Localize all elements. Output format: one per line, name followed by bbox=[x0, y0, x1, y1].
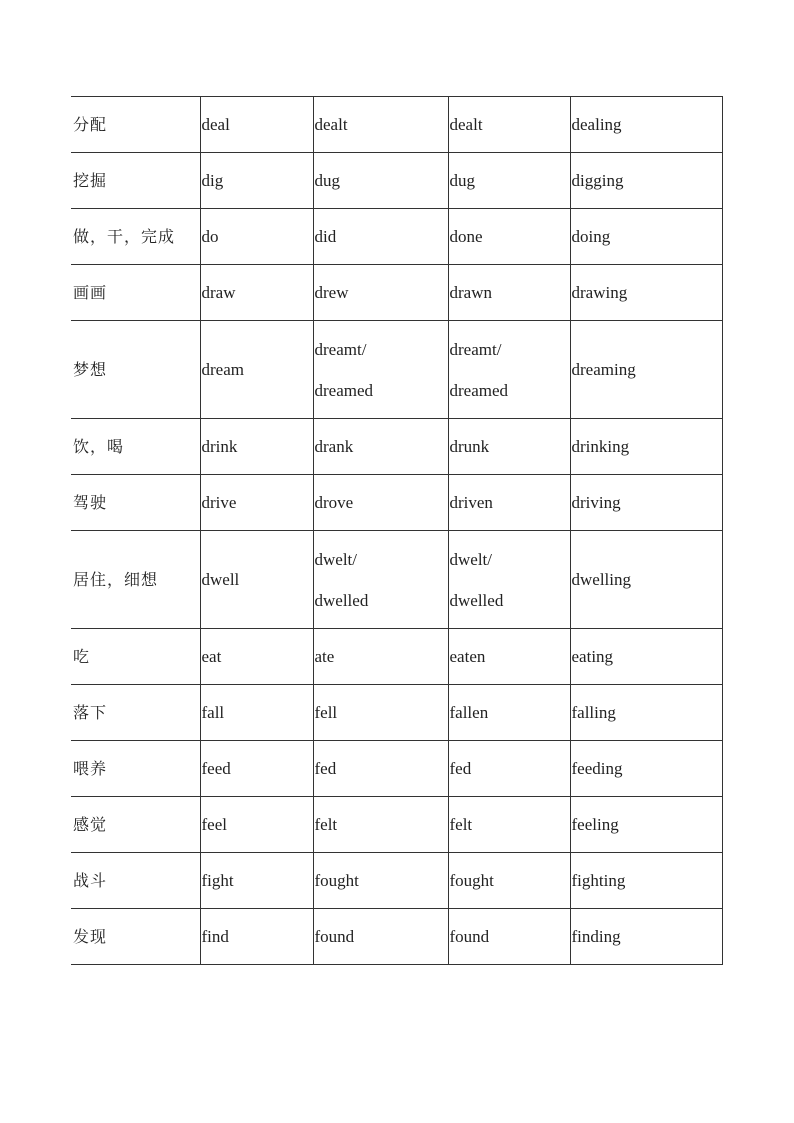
meaning-cell: 战斗 bbox=[71, 853, 200, 909]
past-tense-cell: felt bbox=[313, 797, 448, 853]
meaning-cell: 吃 bbox=[71, 629, 200, 685]
past-tense-cell: fed bbox=[313, 741, 448, 797]
base-form-cell: do bbox=[200, 209, 313, 265]
meaning-cell: 做，干，完成 bbox=[71, 209, 200, 265]
meaning-cell: 分配 bbox=[71, 97, 200, 153]
past-participle-cell: eaten bbox=[448, 629, 570, 685]
past-tense-cell: found bbox=[313, 909, 448, 965]
base-form-cell: draw bbox=[200, 265, 313, 321]
base-form-cell: dream bbox=[200, 321, 313, 419]
past-participle-cell: drawn bbox=[448, 265, 570, 321]
present-participle-cell: finding bbox=[570, 909, 722, 965]
meaning-cell: 驾驶 bbox=[71, 475, 200, 531]
past-participle-cell: dug bbox=[448, 153, 570, 209]
past-tense-cell: drove bbox=[313, 475, 448, 531]
past-participle-cell: done bbox=[448, 209, 570, 265]
past-participle-cell: fed bbox=[448, 741, 570, 797]
past-tense-cell: ate bbox=[313, 629, 448, 685]
past-tense-line-1: dwelt/ bbox=[314, 549, 357, 569]
base-form-cell: fight bbox=[200, 853, 313, 909]
table-row bbox=[71, 797, 722, 853]
present-participle-cell: falling bbox=[570, 685, 722, 741]
past-tense-cell: drank bbox=[313, 419, 448, 475]
past-participle-cell: fought bbox=[448, 853, 570, 909]
present-participle-cell: driving bbox=[570, 475, 722, 531]
present-participle-cell: eating bbox=[570, 629, 722, 685]
table-row bbox=[71, 153, 722, 209]
past-tense-line-1: dreamt/ bbox=[314, 339, 367, 359]
present-participle-cell: drinking bbox=[570, 419, 722, 475]
present-participle-cell: dreaming bbox=[570, 321, 722, 419]
table-row bbox=[71, 475, 722, 531]
past-participle-cell: drunk bbox=[448, 419, 570, 475]
base-form-cell: fall bbox=[200, 685, 313, 741]
past-tense-cell: dug bbox=[313, 153, 448, 209]
meaning-cell: 居住，细想 bbox=[71, 531, 200, 629]
meaning-cell: 感觉 bbox=[71, 797, 200, 853]
present-participle-cell: feeding bbox=[570, 741, 722, 797]
present-participle-cell: dwelling bbox=[570, 531, 722, 629]
past-tense-cell: fought bbox=[313, 853, 448, 909]
base-form-cell: eat bbox=[200, 629, 313, 685]
present-participle-cell: feeling bbox=[570, 797, 722, 853]
past-participle-line-1: dwelt/ bbox=[449, 549, 492, 569]
past-participle-cell: felt bbox=[448, 797, 570, 853]
base-form-cell: dig bbox=[200, 153, 313, 209]
past-tense-line-2: dreamed bbox=[314, 380, 374, 400]
table-row bbox=[71, 853, 722, 909]
table-row bbox=[71, 321, 722, 419]
past-participle-cell: driven bbox=[448, 475, 570, 531]
meaning-cell: 挖掘 bbox=[71, 153, 200, 209]
past-tense-cell: drew bbox=[313, 265, 448, 321]
base-form-cell: drink bbox=[200, 419, 313, 475]
table-row bbox=[71, 97, 722, 153]
past-participle-cell bbox=[448, 321, 570, 419]
table-row bbox=[71, 265, 722, 321]
base-form-cell: feel bbox=[200, 797, 313, 853]
meaning-cell: 喂养 bbox=[71, 741, 200, 797]
meaning-cell: 画画 bbox=[71, 265, 200, 321]
past-participle-cell: dealt bbox=[448, 97, 570, 153]
meaning-cell: 发现 bbox=[71, 909, 200, 965]
past-tense-cell: did bbox=[313, 209, 448, 265]
past-participle-cell: found bbox=[448, 909, 570, 965]
irregular-verb-table bbox=[71, 96, 723, 965]
table-row bbox=[71, 419, 722, 475]
base-form-cell: find bbox=[200, 909, 313, 965]
past-tense-cell bbox=[313, 321, 448, 419]
present-participle-cell: dealing bbox=[570, 97, 722, 153]
base-form-cell: feed bbox=[200, 741, 313, 797]
meaning-cell: 饮，喝 bbox=[71, 419, 200, 475]
table-row bbox=[71, 629, 722, 685]
present-participle-cell: digging bbox=[570, 153, 722, 209]
base-form-cell: deal bbox=[200, 97, 313, 153]
present-participle-cell: drawing bbox=[570, 265, 722, 321]
meaning-cell: 落下 bbox=[71, 685, 200, 741]
table-row bbox=[71, 741, 722, 797]
past-tense-line-2: dwelled bbox=[314, 590, 369, 610]
table-row bbox=[71, 909, 722, 965]
past-tense-cell: dealt bbox=[313, 97, 448, 153]
verb-table-body bbox=[71, 97, 722, 965]
table-row bbox=[71, 531, 722, 629]
past-participle-line-2: dreamed bbox=[449, 380, 509, 400]
present-participle-cell: doing bbox=[570, 209, 722, 265]
meaning-cell: 梦想 bbox=[71, 321, 200, 419]
past-participle-line-2: dwelled bbox=[449, 590, 504, 610]
present-participle-cell: fighting bbox=[570, 853, 722, 909]
past-tense-cell bbox=[313, 531, 448, 629]
table-row bbox=[71, 685, 722, 741]
base-form-cell: dwell bbox=[200, 531, 313, 629]
table-row bbox=[71, 209, 722, 265]
past-tense-cell: fell bbox=[313, 685, 448, 741]
base-form-cell: drive bbox=[200, 475, 313, 531]
past-participle-cell: fallen bbox=[448, 685, 570, 741]
past-participle-cell bbox=[448, 531, 570, 629]
past-participle-line-1: dreamt/ bbox=[449, 339, 502, 359]
